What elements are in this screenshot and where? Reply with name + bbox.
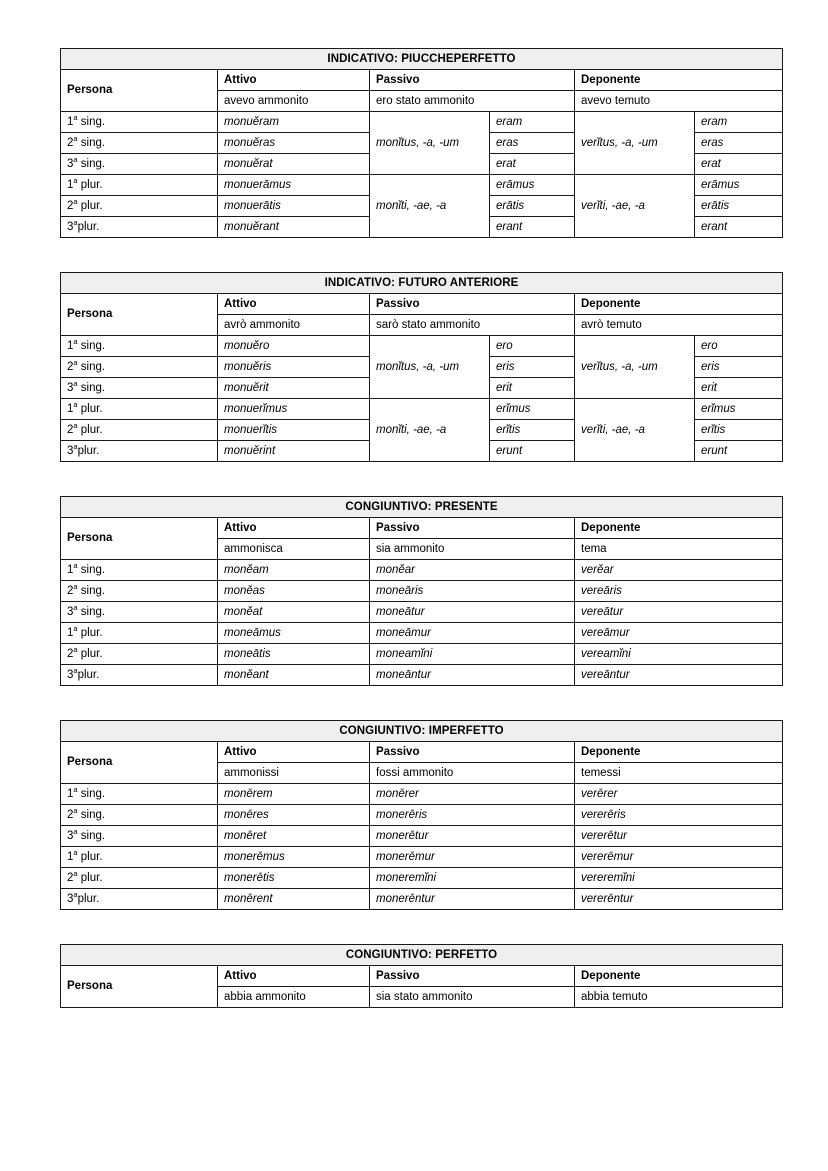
aux-passivo: eram — [490, 112, 575, 133]
table-row — [61, 805, 783, 826]
aux-deponente: erĭmus — [695, 399, 783, 420]
header-persona: Persona — [61, 294, 218, 336]
aux-passivo: erāmus — [490, 175, 575, 196]
translation-attivo: avevo ammonito — [218, 91, 370, 112]
table-row — [61, 175, 783, 196]
header-deponente: Deponente — [575, 70, 783, 91]
header-attivo: Attivo — [218, 966, 370, 987]
form-deponente: vereāntur — [575, 665, 783, 686]
person-label: 1$^a$ plur. — [61, 847, 218, 868]
translation-attivo: avrò ammonito — [218, 315, 370, 336]
person-label: 3$^a$ sing. — [61, 378, 218, 399]
person-label: 3$^a$plur. — [61, 441, 218, 462]
form-passivo: monerēntur — [370, 889, 575, 910]
person-label: 1$^a$ sing. — [61, 112, 218, 133]
form-attivo: monerēmus — [218, 847, 370, 868]
form-attivo: moneātis — [218, 644, 370, 665]
translation-attivo: abbia ammonito — [218, 987, 370, 1008]
form-attivo: monuĕris — [218, 357, 370, 378]
person-label: 2$^a$ sing. — [61, 581, 218, 602]
form-deponente: vererēmur — [575, 847, 783, 868]
translation-passivo: fossi ammonito — [370, 763, 575, 784]
header-persona: Persona — [61, 518, 218, 560]
header-passivo: Passivo — [370, 742, 575, 763]
aux-passivo: erātis — [490, 196, 575, 217]
form-passivo: moneamĭni — [370, 644, 575, 665]
table-row — [61, 602, 783, 623]
form-attivo: monēret — [218, 826, 370, 847]
header-deponente: Deponente — [575, 518, 783, 539]
form-attivo: monērent — [218, 889, 370, 910]
participle-passivo-singular: monĭtus, -a, -um — [370, 336, 490, 399]
aux-passivo: erĭtis — [490, 420, 575, 441]
form-attivo: monuĕrant — [218, 217, 370, 238]
form-deponente: vereāmur — [575, 623, 783, 644]
form-passivo: monĕar — [370, 560, 575, 581]
header-persona: Persona — [61, 70, 218, 112]
translation-passivo: ero stato ammonito — [370, 91, 575, 112]
form-deponente: verĕar — [575, 560, 783, 581]
person-label: 2$^a$ plur. — [61, 868, 218, 889]
header-deponente: Deponente — [575, 742, 783, 763]
form-passivo: monerēmur — [370, 847, 575, 868]
header-attivo: Attivo — [218, 518, 370, 539]
person-label: 1$^a$ plur. — [61, 175, 218, 196]
header-attivo: Attivo — [218, 70, 370, 91]
person-label: 1$^a$ plur. — [61, 623, 218, 644]
table-row — [61, 399, 783, 420]
translation-deponente: tema — [575, 539, 783, 560]
table-header-row — [61, 70, 783, 91]
form-deponente: vererēris — [575, 805, 783, 826]
participle-deponente-plural: verĭti, -ae, -a — [575, 175, 695, 238]
translation-deponente: abbia temuto — [575, 987, 783, 1008]
table-title-row — [61, 273, 783, 294]
table-row — [61, 112, 783, 133]
form-deponente: vererētur — [575, 826, 783, 847]
form-attivo: monĕant — [218, 665, 370, 686]
table-header-row — [61, 742, 783, 763]
table-header-row — [61, 518, 783, 539]
person-label: 1$^a$ sing. — [61, 336, 218, 357]
aux-deponente: erit — [695, 378, 783, 399]
header-persona: Persona — [61, 742, 218, 784]
person-label: 2$^a$ sing. — [61, 133, 218, 154]
form-passivo: monerēris — [370, 805, 575, 826]
person-label: 3$^a$plur. — [61, 665, 218, 686]
conjugation-table-indicativo-futuro-anteriore — [60, 272, 783, 462]
aux-deponente: erāmus — [695, 175, 783, 196]
header-passivo: Passivo — [370, 294, 575, 315]
person-label: 2$^a$ sing. — [61, 805, 218, 826]
form-deponente: verērer — [575, 784, 783, 805]
table-title: INDICATIVO: FUTURO ANTERIORE — [61, 273, 783, 294]
form-attivo: monĕas — [218, 581, 370, 602]
table-row — [61, 623, 783, 644]
person-label: 3$^a$plur. — [61, 217, 218, 238]
translation-deponente: temessi — [575, 763, 783, 784]
person-label: 3$^a$ sing. — [61, 602, 218, 623]
header-attivo: Attivo — [218, 294, 370, 315]
form-deponente: vererēntur — [575, 889, 783, 910]
table-row — [61, 336, 783, 357]
table-title: INDICATIVO: PIUCCHEPERFETTO — [61, 49, 783, 70]
form-attivo: monēres — [218, 805, 370, 826]
translation-deponente: avrò temuto — [575, 315, 783, 336]
table-title-row — [61, 497, 783, 518]
translation-passivo: sia ammonito — [370, 539, 575, 560]
form-passivo: moneāris — [370, 581, 575, 602]
header-persona: Persona — [61, 966, 218, 1008]
form-attivo: monuĕro — [218, 336, 370, 357]
form-attivo: moneāmus — [218, 623, 370, 644]
form-attivo: monerētis — [218, 868, 370, 889]
table-row — [61, 868, 783, 889]
participle-deponente-plural: verĭti, -ae, -a — [575, 399, 695, 462]
form-attivo: monuerāmus — [218, 175, 370, 196]
aux-deponente: erant — [695, 217, 783, 238]
form-attivo: monĕam — [218, 560, 370, 581]
form-passivo: monērer — [370, 784, 575, 805]
person-label: 1$^a$ sing. — [61, 784, 218, 805]
participle-passivo-singular: monĭtus, -a, -um — [370, 112, 490, 175]
header-passivo: Passivo — [370, 518, 575, 539]
conjugation-table-congiuntivo-perfetto — [60, 944, 783, 1008]
person-label: 1$^a$ sing. — [61, 560, 218, 581]
form-attivo: monuĕrint — [218, 441, 370, 462]
person-label: 3$^a$ sing. — [61, 826, 218, 847]
form-attivo: monuĕras — [218, 133, 370, 154]
aux-deponente: erĭtis — [695, 420, 783, 441]
table-row — [61, 581, 783, 602]
form-passivo: moneātur — [370, 602, 575, 623]
aux-deponente: erātis — [695, 196, 783, 217]
form-passivo: moneāmur — [370, 623, 575, 644]
aux-deponente: ero — [695, 336, 783, 357]
form-deponente: vereātur — [575, 602, 783, 623]
translation-passivo: sia stato ammonito — [370, 987, 575, 1008]
aux-deponente: eram — [695, 112, 783, 133]
table-row — [61, 665, 783, 686]
aux-deponente: eris — [695, 357, 783, 378]
person-label: 2$^a$ plur. — [61, 644, 218, 665]
form-attivo: monuĕram — [218, 112, 370, 133]
form-passivo: moneremĭni — [370, 868, 575, 889]
conjugation-table-congiuntivo-presente — [60, 496, 783, 686]
aux-passivo: erat — [490, 154, 575, 175]
table-row — [61, 826, 783, 847]
aux-passivo: eras — [490, 133, 575, 154]
form-deponente: vereamĭni — [575, 644, 783, 665]
aux-deponente: eras — [695, 133, 783, 154]
aux-passivo: ero — [490, 336, 575, 357]
form-deponente: vereāris — [575, 581, 783, 602]
form-attivo: monuĕrat — [218, 154, 370, 175]
form-attivo: monērem — [218, 784, 370, 805]
table-title: CONGIUNTIVO: PRESENTE — [61, 497, 783, 518]
table-row — [61, 889, 783, 910]
aux-passivo: erit — [490, 378, 575, 399]
form-attivo: monuĕrit — [218, 378, 370, 399]
aux-passivo: erunt — [490, 441, 575, 462]
person-label: 2$^a$ plur. — [61, 420, 218, 441]
aux-passivo: erĭmus — [490, 399, 575, 420]
conjugation-table-congiuntivo-imperfetto — [60, 720, 783, 910]
header-attivo: Attivo — [218, 742, 370, 763]
participle-passivo-plural: monĭti, -ae, -a — [370, 175, 490, 238]
table-title-row — [61, 945, 783, 966]
table-title-row — [61, 49, 783, 70]
form-attivo: monuerātis — [218, 196, 370, 217]
table-header-row — [61, 966, 783, 987]
aux-deponente: erat — [695, 154, 783, 175]
table-row — [61, 784, 783, 805]
table-title: CONGIUNTIVO: IMPERFETTO — [61, 721, 783, 742]
header-passivo: Passivo — [370, 70, 575, 91]
participle-passivo-plural: monĭti, -ae, -a — [370, 399, 490, 462]
table-title-row — [61, 721, 783, 742]
aux-deponente: erunt — [695, 441, 783, 462]
conjugation-table-indicativo-piuccheperfetto — [60, 48, 783, 238]
aux-passivo: erant — [490, 217, 575, 238]
table-row — [61, 847, 783, 868]
table-title: CONGIUNTIVO: PERFETTO — [61, 945, 783, 966]
translation-attivo: ammonisca — [218, 539, 370, 560]
header-deponente: Deponente — [575, 294, 783, 315]
person-label: 3$^a$ sing. — [61, 154, 218, 175]
table-header-row — [61, 294, 783, 315]
translation-attivo: ammonissi — [218, 763, 370, 784]
table-row — [61, 644, 783, 665]
participle-deponente-singular: verĭtus, -a, -um — [575, 112, 695, 175]
person-label: 3$^a$plur. — [61, 889, 218, 910]
form-attivo: monuerĭtis — [218, 420, 370, 441]
table-row — [61, 560, 783, 581]
form-attivo: monuerĭmus — [218, 399, 370, 420]
person-label: 2$^a$ sing. — [61, 357, 218, 378]
form-attivo: monĕat — [218, 602, 370, 623]
person-label: 2$^a$ plur. — [61, 196, 218, 217]
header-deponente: Deponente — [575, 966, 783, 987]
aux-passivo: eris — [490, 357, 575, 378]
person-label: 1$^a$ plur. — [61, 399, 218, 420]
participle-deponente-singular: verĭtus, -a, -um — [575, 336, 695, 399]
translation-deponente: avevo temuto — [575, 91, 783, 112]
form-passivo: moneāntur — [370, 665, 575, 686]
form-deponente: vereremĭni — [575, 868, 783, 889]
header-passivo: Passivo — [370, 966, 575, 987]
form-passivo: monerētur — [370, 826, 575, 847]
translation-passivo: sarò stato ammonito — [370, 315, 575, 336]
